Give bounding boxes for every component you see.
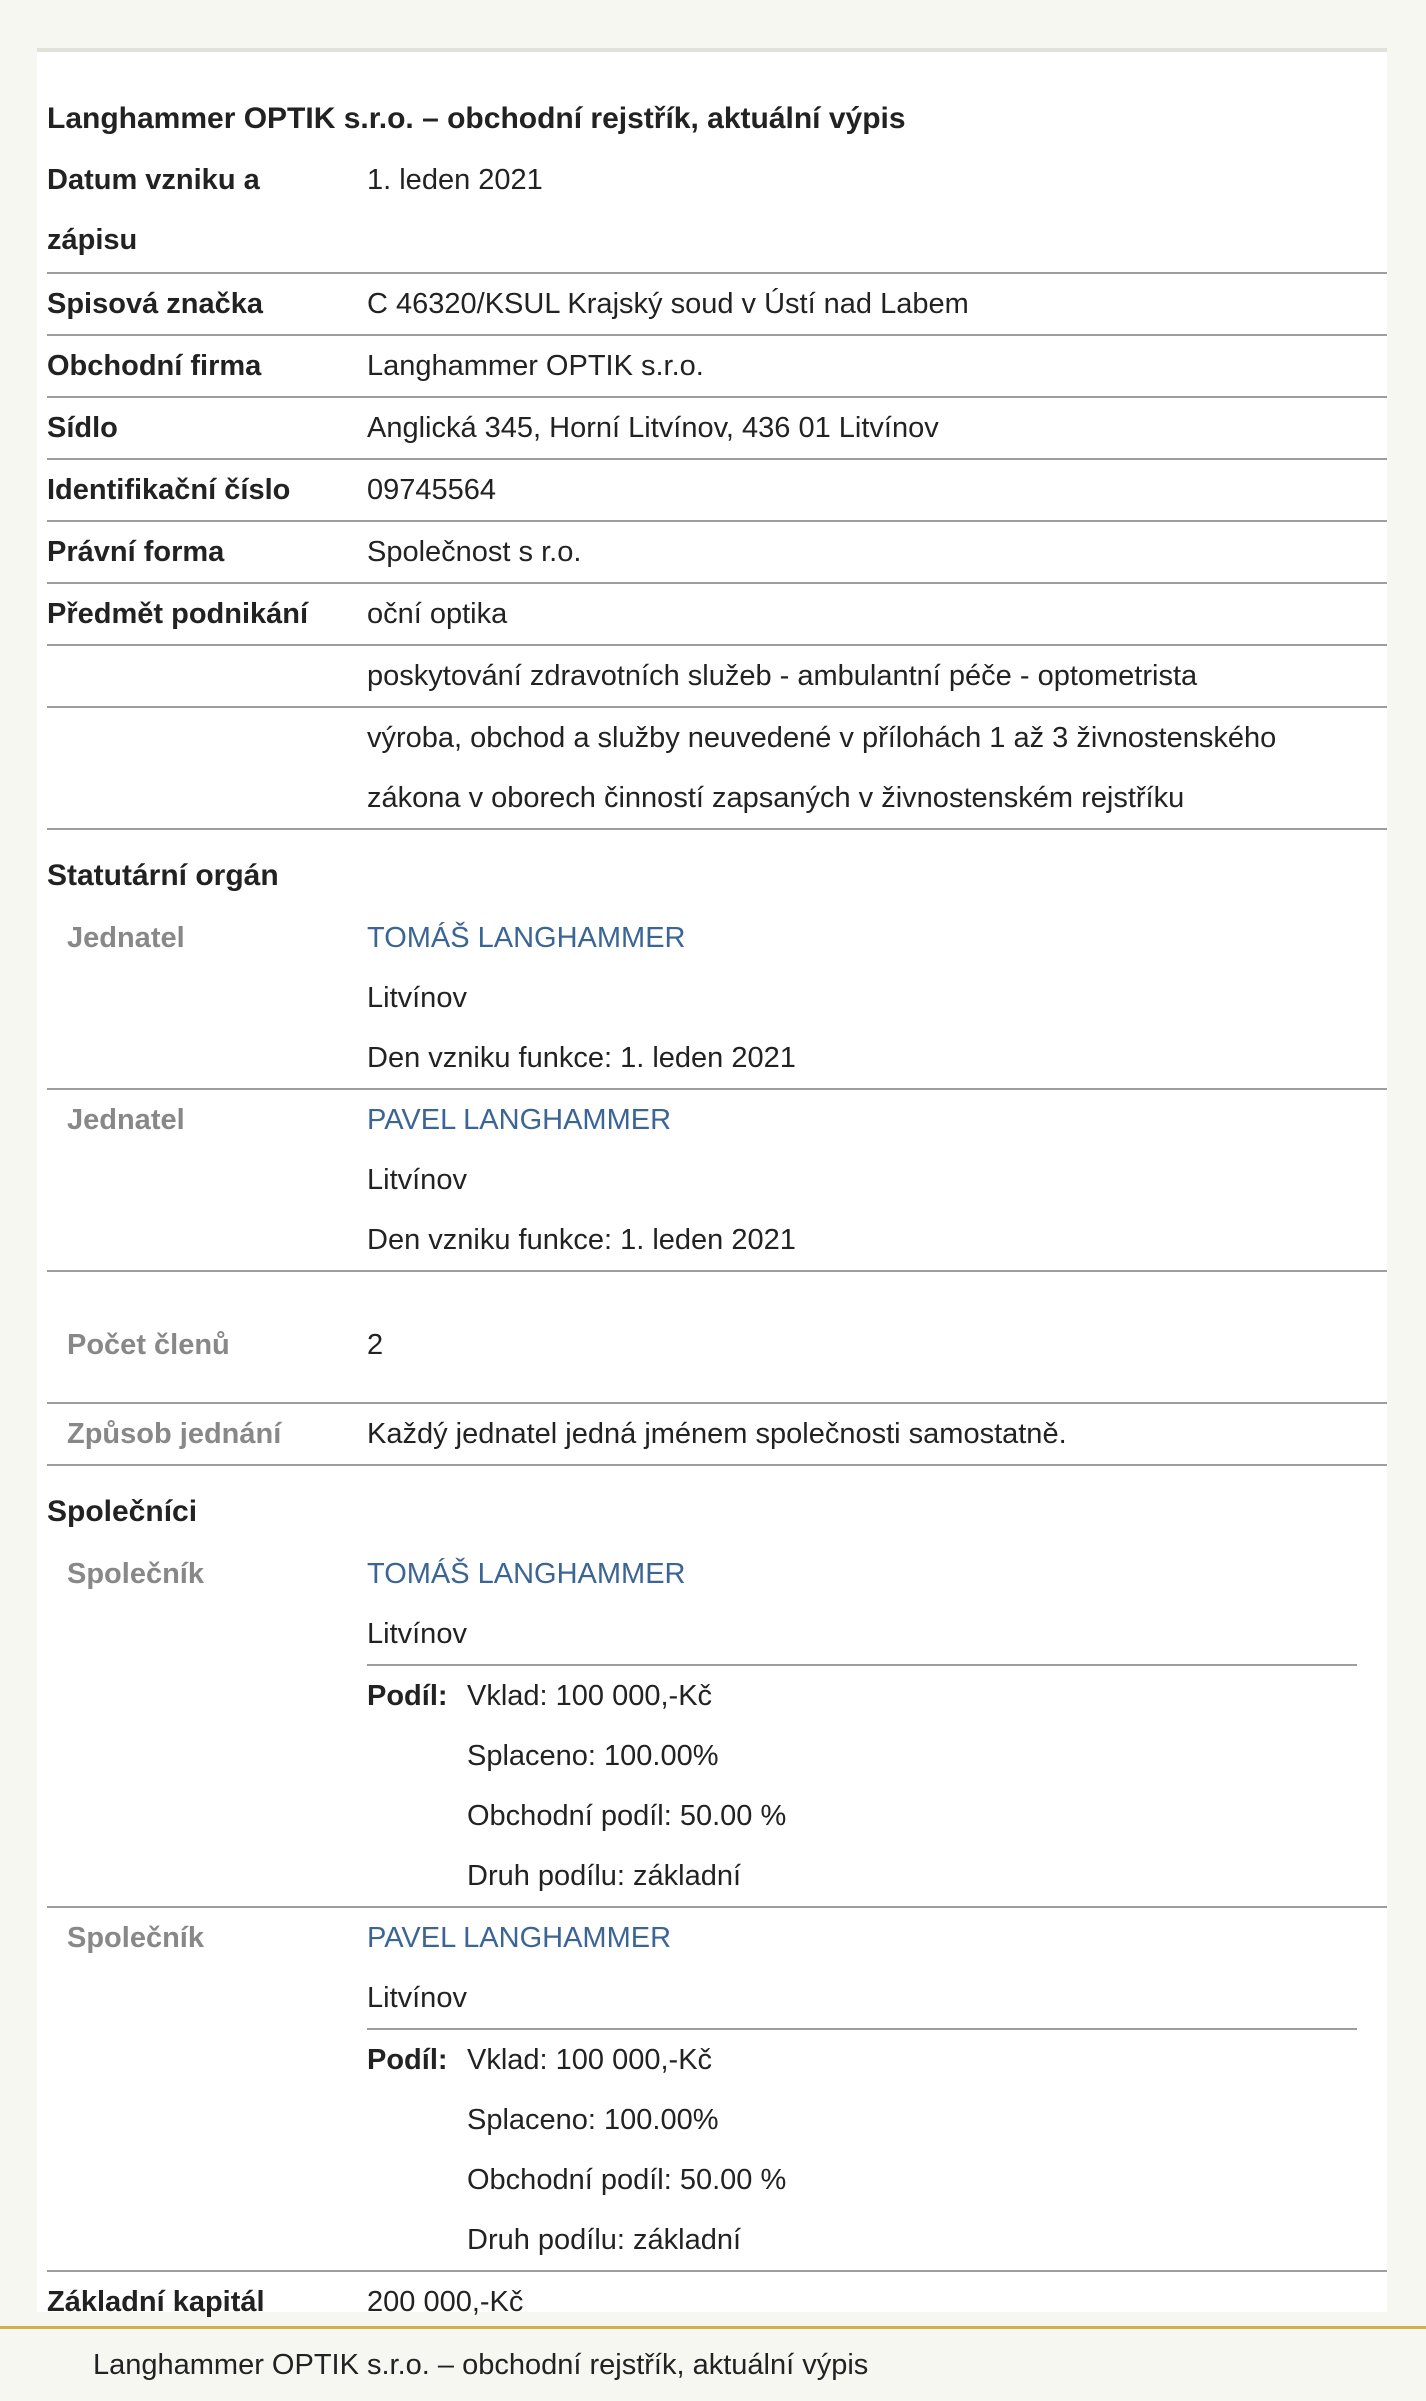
jednatel-city: Litvínov (367, 1164, 467, 1196)
spolecnik-name-link[interactable]: PAVEL LANGHAMMER (367, 1922, 672, 1954)
value-pocet-clenu: 2 (367, 1329, 384, 1361)
podil-druh: Druh podílu: základní (467, 2224, 742, 2256)
role-spolecnik: Společník (67, 1558, 204, 1590)
value-identifikacni-cislo: 09745564 (367, 474, 497, 506)
label-identifikacni-cislo: Identifikační číslo (47, 474, 291, 506)
jednatel-since: Den vzniku funkce: 1. leden 2021 (367, 1042, 796, 1074)
label-pravni-forma: Právní forma (47, 536, 225, 568)
spolecnik-city: Litvínov (367, 1618, 467, 1650)
row-zpusob-jednani (47, 1404, 1387, 1466)
label-datum-vzniku: Datum vzniku a zápisu (47, 164, 260, 256)
label-pocet-clenu: Počet členů (67, 1329, 230, 1361)
label-predmet-podnikani: Předmět podnikání (47, 598, 309, 630)
value-datum-vzniku: 1. leden 2021 (367, 164, 543, 196)
podil-obchodni: Obchodní podíl: 50.00 % (467, 2164, 787, 2196)
section-statutarni-organ: Statutární orgán (47, 859, 279, 892)
row-datum-vzniku (47, 150, 1387, 274)
podil-label: Podíl: (367, 1680, 448, 1712)
spolecnik-member-2 (47, 1908, 1387, 2272)
value-spisova-znacka: C 46320/KSUL Krajský soud v Ústí nad Labem (367, 288, 969, 320)
role-spolecnik: Společník (67, 1922, 204, 1954)
page-title: Langhammer OPTIK s.r.o. – obchodní rejstřík, aktuální výpis (47, 102, 906, 135)
row-zakladni-kapital (47, 2272, 1387, 2334)
label-obchodni-firma: Obchodní firma (47, 350, 262, 382)
jednatel-name-link[interactable]: TOMÁŠ LANGHAMMER (367, 922, 686, 954)
value-zpusob-jednani: Každý jednatel jedná jménem společnosti samostatně. (367, 1418, 1067, 1450)
value-sidlo: Anglická 345, Horní Litvínov, 436 01 Litvínov (367, 412, 939, 444)
podil-obchodni: Obchodní podíl: 50.00 % (467, 1800, 787, 1832)
row-obchodni-firma (47, 336, 1387, 398)
label-zpusob-jednani: Způsob jednání (67, 1418, 282, 1450)
jednatel-since: Den vzniku funkce: 1. leden 2021 (367, 1224, 796, 1256)
statutar-member-2 (47, 1090, 1387, 1272)
value-predmet-1: oční optika (367, 598, 508, 630)
podil-splaceno: Splaceno: 100.00% (467, 2104, 719, 2136)
label-sidlo: Sídlo (47, 412, 118, 444)
page-footer (0, 2326, 1426, 2401)
section-spolecnici: Společníci (47, 1495, 198, 1528)
value-predmet-3: výroba, obchod a služby neuvedené v přílohách 1 až 3 živnostenského zákona v oborech činností zapsaných v živnostenském rejstříku (367, 722, 1277, 814)
podil-druh: Druh podílu: základní (467, 1860, 742, 1892)
row-spisova-znacka (47, 274, 1387, 336)
registry-card (37, 48, 1387, 2318)
value-obchodni-firma: Langhammer OPTIK s.r.o. (367, 350, 704, 382)
podil-splaceno: Splaceno: 100.00% (467, 1740, 719, 1772)
row-predmet-podnikani (47, 584, 1387, 646)
spolecnik-name-link[interactable]: TOMÁŠ LANGHAMMER (367, 1558, 686, 1590)
footer-title: Langhammer OPTIK s.r.o. – obchodní rejstřík, aktuální výpis (93, 2349, 869, 2381)
podil-vklad: Vklad: 100 000,-Kč (467, 1680, 713, 1712)
value-pravni-forma: Společnost s r.o. (367, 536, 582, 568)
spolecnik-member-1 (47, 1544, 1387, 1908)
row-sidlo (47, 398, 1387, 460)
role-jednatel: Jednatel (67, 922, 185, 954)
jednatel-name-link[interactable]: PAVEL LANGHAMMER (367, 1104, 672, 1136)
podil-label: Podíl: (367, 2044, 448, 2076)
row-identifikacni-cislo (47, 460, 1387, 522)
podil-vklad: Vklad: 100 000,-Kč (467, 2044, 713, 2076)
row-pocet-clenu (47, 1324, 1387, 1404)
value-predmet-2: poskytování zdravotních služeb - ambulantní péče - optometrista (367, 660, 1198, 692)
label-zakladni-kapital: Základní kapitál (47, 2286, 265, 2318)
row-predmet-2 (47, 646, 1387, 708)
statutar-member-1 (47, 908, 1387, 1090)
row-pravni-forma (47, 522, 1387, 584)
jednatel-city: Litvínov (367, 982, 467, 1014)
value-zakladni-kapital: 200 000,-Kč (367, 2286, 524, 2318)
label-spisova-znacka: Spisová značka (47, 288, 263, 320)
row-predmet-3 (47, 708, 1387, 830)
spolecnik-city: Litvínov (367, 1982, 467, 2014)
role-jednatel: Jednatel (67, 1104, 185, 1136)
